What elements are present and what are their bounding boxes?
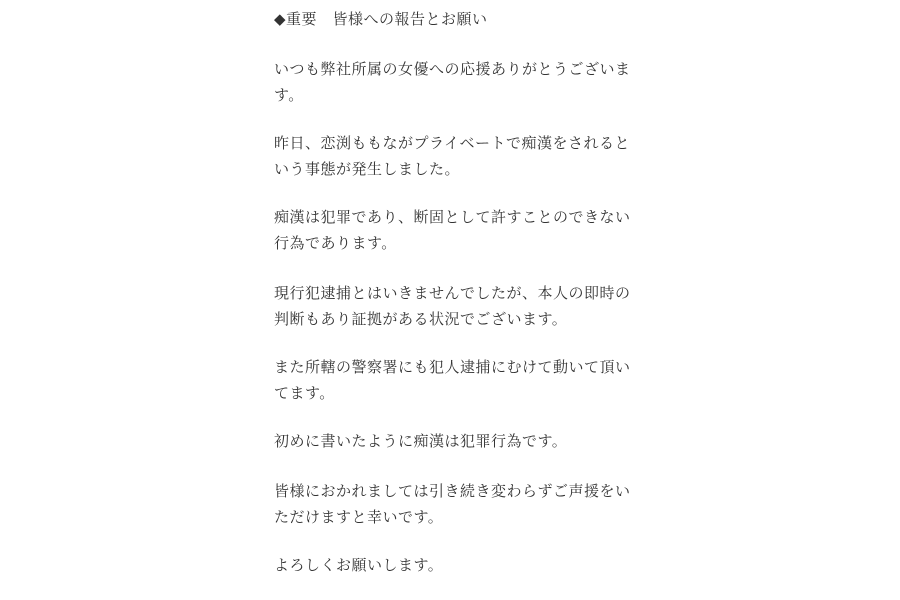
paragraph-2-line-1: 昨日、恋渕ももながプライベートで痴漢をされると — [274, 134, 631, 152]
paragraph-4-line-2: 判断もあり証拠がある状況でございます。 — [274, 310, 568, 328]
paragraph-3-line-1: 痴漢は犯罪であり、断固として許すことのできない — [274, 208, 631, 226]
paragraph-4-line-1: 現行犯逮捕とはいきませんでしたが、本人の即時の — [274, 284, 631, 302]
paragraph-7-line-2: ただけますと幸いです。 — [274, 508, 444, 526]
paragraph-5-line-2: てます。 — [274, 384, 335, 402]
paragraph-1-line-2: す。 — [274, 86, 304, 104]
paragraph-2-line-2: いう事態が発生しました。 — [274, 160, 461, 178]
paragraph-6-line-1: 初めに書いたように痴漢は犯罪行為です。 — [274, 432, 568, 450]
paragraph-5-line-1: また所轄の警察署にも犯人逮捕にむけて動いて頂い — [274, 358, 631, 376]
paragraph-8-line-1: よろしくお願いします。 — [274, 556, 444, 574]
paragraph-1-line-1: いつも弊社所属の女優への応援ありがとうございま — [274, 60, 631, 78]
paragraph-7-line-1: 皆様におかれましては引き続き変わらずご声援をい — [274, 482, 631, 500]
announcement-notice — [274, 0, 634, 600]
paragraph-3-line-2: 行為であります。 — [274, 234, 397, 252]
notice-title: ◆重要 皆様への報告とお願い — [274, 10, 488, 28]
